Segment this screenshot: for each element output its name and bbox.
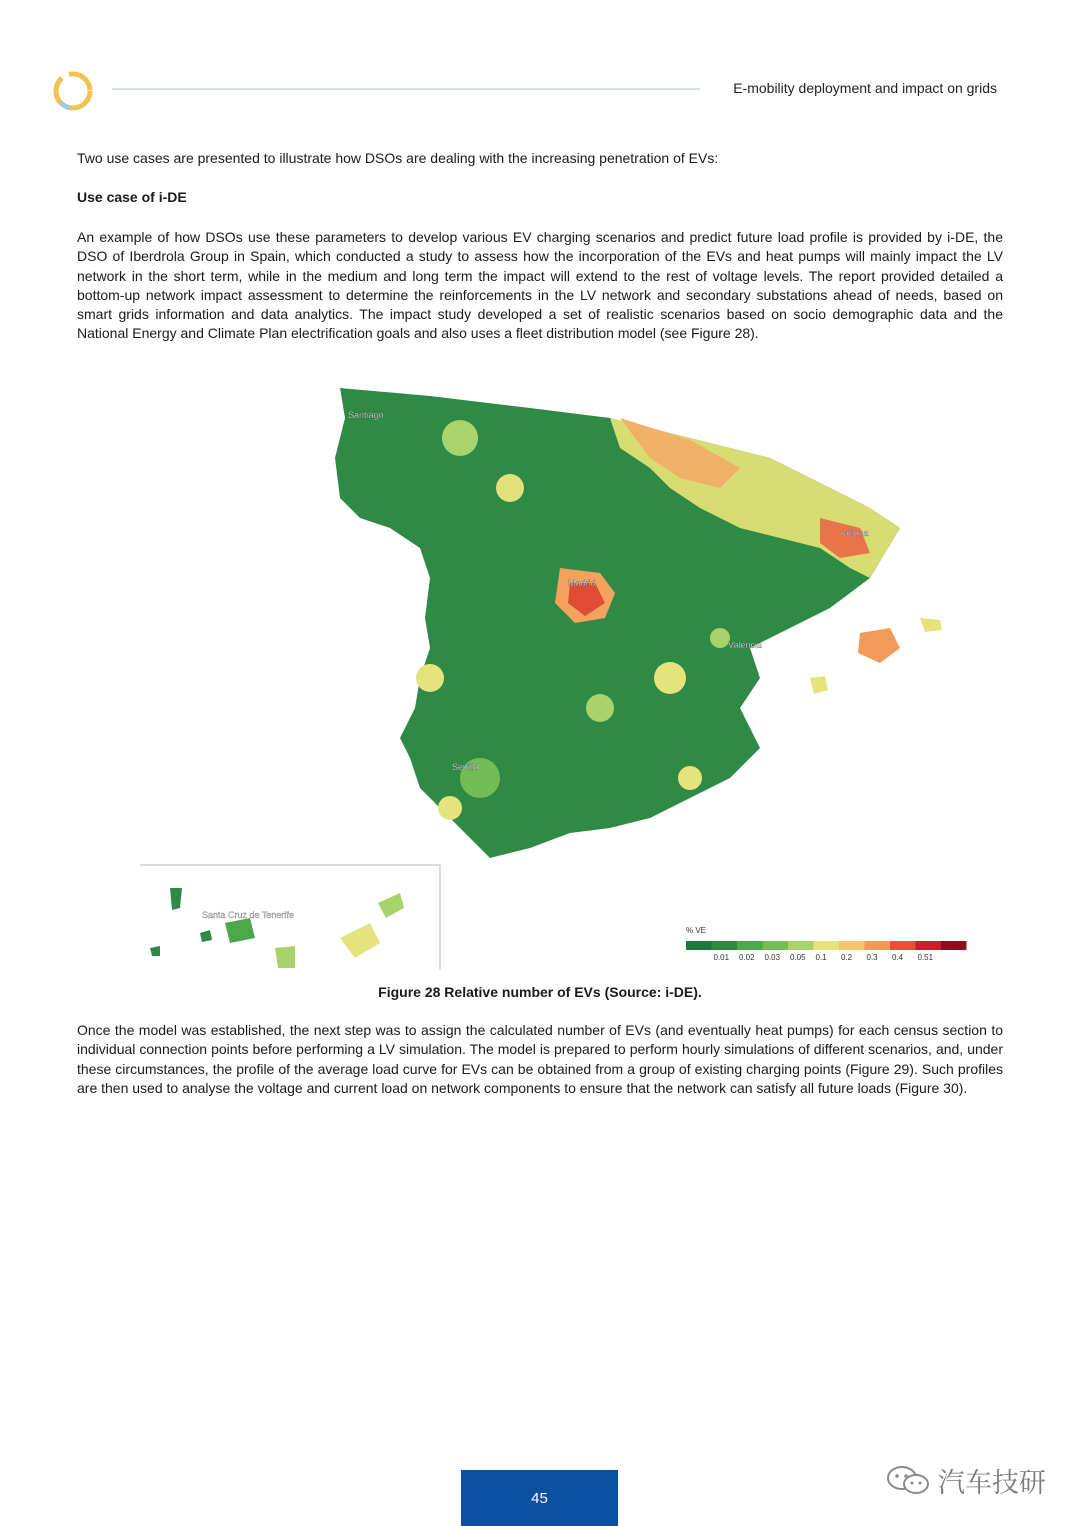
figure-caption: Figure 28 Relative number of EVs (Source: i-DE). bbox=[378, 984, 702, 1000]
legend-tick-label: 0.01 bbox=[713, 953, 730, 962]
legend-swatch bbox=[865, 941, 891, 950]
city-label-madrid: Madrid bbox=[568, 578, 596, 588]
legend-title: % VE bbox=[686, 926, 707, 935]
canary-islands bbox=[170, 888, 182, 910]
legend-tick-label: 0.51 bbox=[917, 953, 934, 962]
header-title: E-mobility deployment and impact on grids bbox=[733, 80, 997, 96]
page-number-box bbox=[461, 1470, 618, 1526]
legend-swatch bbox=[890, 941, 916, 950]
balearic-islands bbox=[858, 628, 900, 663]
legend-tick-label: 0.3 bbox=[866, 953, 878, 962]
watermark bbox=[886, 1460, 1046, 1500]
legend-swatch bbox=[941, 941, 967, 950]
legend-swatch bbox=[686, 941, 712, 950]
city-label-santiago: Santiago bbox=[348, 410, 384, 420]
paragraph-1: An example of how DSOs use these parameters to develop various EV charging scenarios and predict future load profile is provided by i-DE, the DSO of Iberdrola Group in Spain, which conducted a study to assess how the incorporation of the EVs and heat pumps will mainly impact the LV network in the short term, while in the medium and long term the impact will extend to the rest of voltage levels. The report provided detailed a bottom-up network impact assessment to determine the reinforcements in the LV network and secondary substations ahead of needs, based on smart grids information and data analytics. The impact study developed a set of realistic scenarios based on socio demographic data and the National Energy and Climate Plan electrification goals and also uses a fleet distribution model (see Figure 28). bbox=[77, 229, 1003, 342]
spain-ev-map bbox=[130, 378, 980, 978]
legend-tick-label: 0.03 bbox=[764, 953, 781, 962]
city-label-valencia: Valencia bbox=[728, 640, 762, 650]
legend-swatch bbox=[814, 941, 840, 950]
map-legend bbox=[686, 926, 967, 962]
city-label-tenerife: Santa Cruz de Tenerife bbox=[202, 910, 294, 920]
logo-ring-icon bbox=[50, 68, 96, 114]
city-label-sevilla: Sevilla bbox=[452, 762, 479, 772]
wechat-icon bbox=[886, 1464, 930, 1496]
mainland-spain bbox=[335, 388, 900, 858]
legend-swatch bbox=[839, 941, 865, 950]
legend-swatch bbox=[788, 941, 814, 950]
legend-tick-label: 0.4 bbox=[892, 953, 904, 962]
header-divider bbox=[112, 88, 700, 90]
legend-tick-label: 0.05 bbox=[790, 953, 806, 962]
legend-tick-label: 0.1 bbox=[815, 953, 827, 962]
legend-tick-label: 0.02 bbox=[739, 953, 755, 962]
legend-swatch bbox=[916, 941, 942, 950]
intro-paragraph: Two use cases are presented to illustrate how DSOs are dealing with the increasing penetration of EVs: bbox=[77, 150, 719, 166]
watermark-text: 汽车技研 bbox=[938, 1467, 1046, 1498]
legend-swatch bbox=[712, 941, 738, 950]
legend-swatch bbox=[737, 941, 763, 950]
paragraph-2: Once the model was established, the next step was to assign the calculated number of EVs (and eventually heat pumps) for each census section to individual connection points before performing a LV simulation. The model is prepared to perform hourly simulations of different scenarios, and, under these circumstances, the profile of the average load curve for EVs can be obtained from a group of existing charging points (Figure 29). Such profiles are then used to analyse the voltage and current load on network components to ensure that the network can satisfy all future loads (Figure 30). bbox=[77, 1022, 1003, 1096]
section-heading: Use case of i-DE bbox=[77, 189, 187, 205]
legend-swatch bbox=[763, 941, 789, 950]
legend-tick-label: 0.2 bbox=[841, 953, 853, 962]
page-number: 45 bbox=[531, 1489, 548, 1507]
city-label-barcelona: celona bbox=[842, 528, 869, 538]
